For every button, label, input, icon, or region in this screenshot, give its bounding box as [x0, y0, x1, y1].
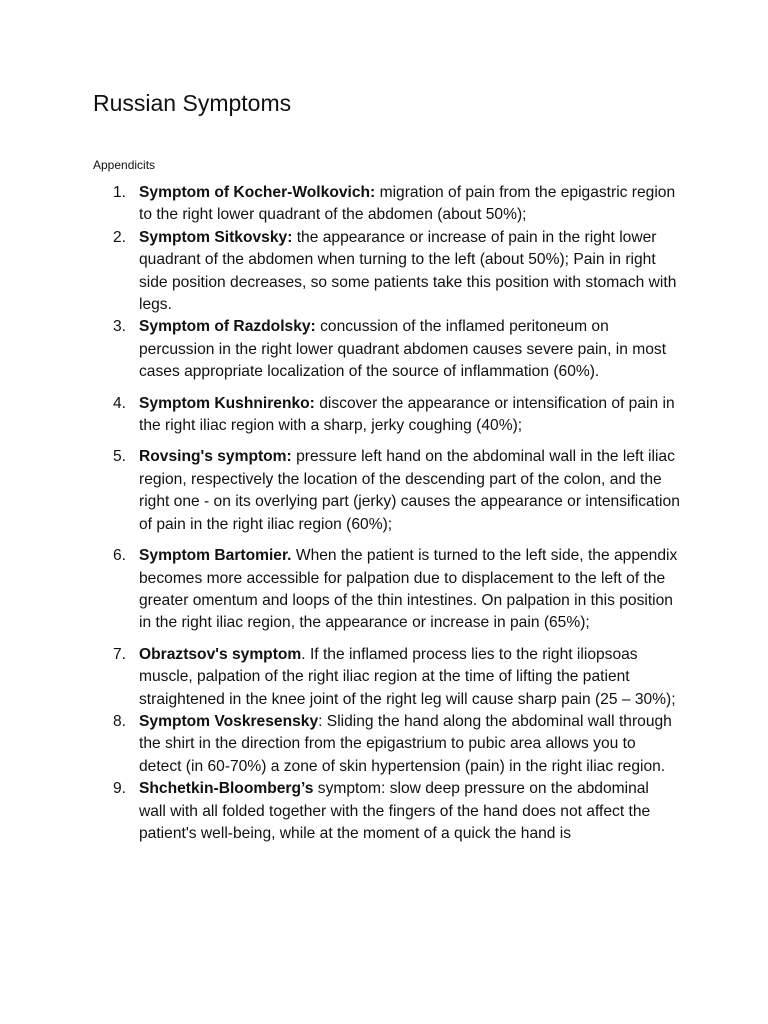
list-item [0, 644, 768, 711]
list-item-number: 6. [113, 547, 127, 565]
symptom-name: Symptom Sitkovsky: [139, 228, 293, 246]
list-item [0, 711, 768, 778]
list-item-text [139, 393, 680, 438]
symptom-name: Symptom Kushnirenko: [139, 394, 315, 412]
symptom-description: discover the appearance or intensification of pain in the right iliac region with a sharp, jerky coughing (40%); [139, 394, 675, 435]
symptom-description: migration of pain from the epigastric region to the right lower quadrant of the abdomen (about 50%); [139, 184, 676, 224]
symptom-description: . If the inflamed process lies to the right iliopsoas muscle, palpation of the right iliac region at the time of lifting the patient straightened in the knee joint of the right leg will cause sharp pain (25 – 30%); [139, 645, 676, 708]
list-item-text [139, 316, 680, 383]
symptom-description: : Sliding the hand along the abdominal wall through the shirt in the direction from the epigastrium to pubic area allows you to detect (in 60-70%) a zone of skin hypertension (pain) in the right iliac region. [139, 712, 672, 775]
symptom-description: When the patient is turned to the left side, the appendix becomes more accessible for palpation due to displacement to the left of the greater omentum and loops of the thin intestines. On palpation in this position in the right iliac region, the appearance or increase in pain (65%); [139, 547, 678, 632]
list-item [0, 182, 768, 227]
document-title: Russian Symptoms [93, 90, 292, 116]
symptom-name: Rovsing's symptom: [139, 448, 292, 466]
list-item-number: 1. [113, 184, 127, 201]
list-item-number: 5. [113, 448, 127, 466]
list-item-text [139, 644, 680, 711]
list-item [0, 778, 768, 845]
list-item-number: 4. [113, 394, 127, 412]
symptom-name: Shchetkin-Bloomberg’s [139, 780, 314, 798]
list-item-number: 3. [113, 318, 127, 336]
list-item-text [139, 545, 680, 635]
list-item [0, 316, 768, 383]
document-subtitle: Appendicits [93, 158, 156, 172]
list-item-number: 9. [113, 780, 127, 798]
symptom-name: Obraztsov's symptom [139, 645, 302, 663]
symptom-name: Symptom Bartomier. [139, 547, 292, 565]
list-item-text [139, 182, 680, 227]
symptom-description: concussion of the inflamed peritoneum on percussion in the right lower quadrant abdomen causes severe pain, in most cases appropriate localization of the source of inflammation (60%). [139, 318, 667, 381]
list-item-number: 7. [113, 645, 127, 663]
list-item [0, 446, 768, 536]
symptom-description: the appearance or increase of pain in the right lower quadrant of the abdomen when turning to the left (about 50%); Pain in right side position decreases, so some patients take this position with stomach with legs. [139, 228, 677, 314]
symptom-description: symptom: slow deep pressure on the abdominal wall with all folded together with the fingers of the hand does not affect the patient's well-being, while at the moment of a quick the hand is [139, 780, 651, 842]
list-item-text [139, 446, 680, 536]
list-item [0, 545, 768, 635]
symptom-name: Symptom Voskresensky [139, 712, 319, 730]
list-item [0, 393, 768, 438]
symptom-name: Symptom of Razdolsky: [139, 318, 316, 336]
list-item-number: 8. [113, 712, 127, 730]
list-item-text [139, 711, 680, 778]
list-item-number: 2. [113, 228, 127, 246]
symptom-name: Symptom of Kocher-Wolkovich: [139, 184, 376, 201]
symptom-description: pressure left hand on the abdominal wall in the left iliac region, respectively the location of the descending part of the colon, and the right one - on its overlying part (jerky) causes the appearance or intensification of pain in the right iliac region (60%); [139, 448, 680, 533]
symptom-list [0, 182, 768, 845]
list-item-text [139, 778, 680, 845]
list-item-text [139, 227, 680, 317]
list-item [0, 227, 768, 317]
